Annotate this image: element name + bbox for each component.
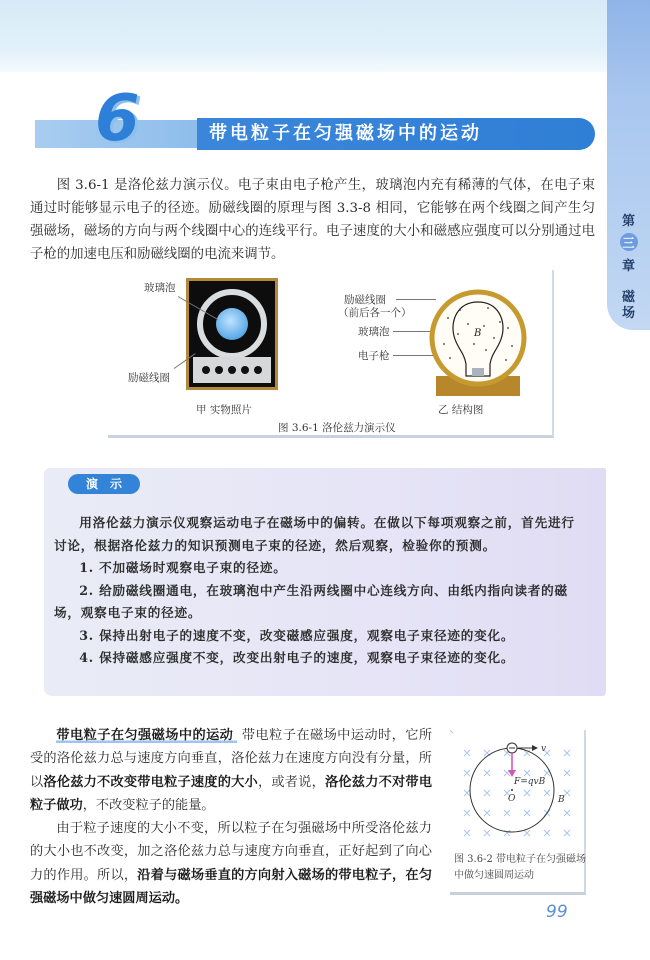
demo-content: [54, 512, 584, 670]
section-number: 6: [95, 82, 138, 156]
knob-icon: [215, 366, 223, 374]
diagram-label-bulb: 玻璃泡: [358, 326, 390, 338]
section-heading: [35, 82, 595, 156]
svg-text:O: O: [508, 794, 516, 804]
chapter-side-tab: [607, 210, 650, 322]
knob-icon: [228, 366, 236, 374]
diagram-label-coil-note: （前后各一个）: [338, 307, 412, 319]
field-into-page-marks: [450, 730, 453, 733]
figure-2-caption: 图 3.6-2 带电粒子在匀强磁场中做匀速圆周运动: [454, 854, 587, 881]
subcaption-photo: 甲 实物照片: [196, 404, 252, 416]
demo-step-3: 3. 保持出射电子的速度不变，改变磁感应强度，观察电子束径迹的变化。: [79, 627, 515, 643]
structure-diagram: [428, 288, 528, 398]
chapter-topic: 磁 场: [621, 290, 635, 321]
diagram-label-gun: 电子枪: [358, 350, 390, 362]
demo-intro: 用洛伦兹力演示仪观察运动电子在磁场中的偏转。在做以下每项观察之前，首先进行讨论，根据洛伦兹力的知识预测电子束的径迹，然后观察，检验你的预测。: [54, 515, 575, 553]
photo-label-bulb: 玻璃泡: [144, 282, 176, 294]
knob-icon: [254, 366, 262, 374]
glass-bulb: [216, 308, 248, 340]
top-header-band: [0, 0, 650, 72]
chapter-suffix: 章: [621, 259, 635, 274]
demo-step-2: 2. 给励磁线圈通电，在玻璃泡中产生沿两线圈中心连线方向、由纸内指向读者的磁场，观察电子束的径迹。: [54, 582, 568, 620]
control-panel: [193, 357, 271, 383]
photo-label-coil: 励磁线圈: [128, 372, 170, 384]
chapter-number-badge: 三: [620, 233, 638, 251]
diagram-label-coil: 励磁线圈: [344, 294, 386, 306]
circular-motion-diagram: [450, 730, 586, 850]
page-number: 99: [546, 902, 568, 922]
knob-icon: [241, 366, 249, 374]
section-title: 带电粒子在匀强磁场中的运动: [197, 118, 595, 150]
body-paragraph-2: 由于粒子速度的大小不变，所以粒子在匀强磁场中所受洛伦兹力的大小也不改变，加之洛伦兹力总与速度方向垂直，正好起到了向心力的作用。所以，沿着与磁场垂直的方向射入磁场的带电粒子，在匀强磁场中做匀速圆周运动。: [30, 821, 433, 907]
svg-text:F=qvB: F=qvB: [514, 777, 546, 787]
demo-step-4: 4. 保持磁感应强度不变，改变出射电子的速度，观察电子束径迹的变化。: [79, 650, 515, 665]
subsection-keyword: 带电粒子在匀强磁场中的运动: [56, 728, 237, 743]
intro-paragraph: 图 3.6-1 是洛伦兹力演示仪。电子束由电子枪产生，玻璃泡内充有稀薄的气体，在电子束通过时能够显示电子的径迹。励磁线圈的原理与图 3.3-8 相同，它能够在两个线圈之间产生匀强磁场，磁场的方向与两个线圈中心的连线平行。电子速度的大小和磁感应强度可以分别通过电子枪的加速电压和励磁线圈的电流来调节。: [30, 178, 595, 262]
figure-3-6-2: [450, 730, 586, 895]
svg-text:B: B: [474, 328, 482, 339]
body-paragraph-1: 带电粒子在匀强磁场中的运动 带电粒子在磁场中运动时，它所受的洛伦兹力总与速度方向垂直，洛伦兹力在速度方向没有分量，所以洛伦兹力不改变带电粒子速度的大小，或者说，洛伦兹力不对带电粒子做功，不改变粒子的能量。: [30, 728, 433, 813]
subcaption-diagram: 乙 结构图: [438, 404, 484, 416]
chapter-prefix: 第: [621, 214, 635, 229]
svg-text:v: v: [541, 744, 547, 754]
figure-3-6-1: [108, 270, 554, 438]
svg-text:B: B: [558, 795, 565, 805]
body-text: [30, 724, 432, 910]
demo-badge: 演示: [68, 474, 140, 494]
demo-step-1: 1. 不加磁场时观察电子束的径迹。: [79, 560, 287, 575]
figure-caption: 图 3.6-1 洛伦兹力演示仪: [278, 422, 396, 434]
device-photo: [186, 278, 278, 390]
knob-icon: [202, 366, 210, 374]
